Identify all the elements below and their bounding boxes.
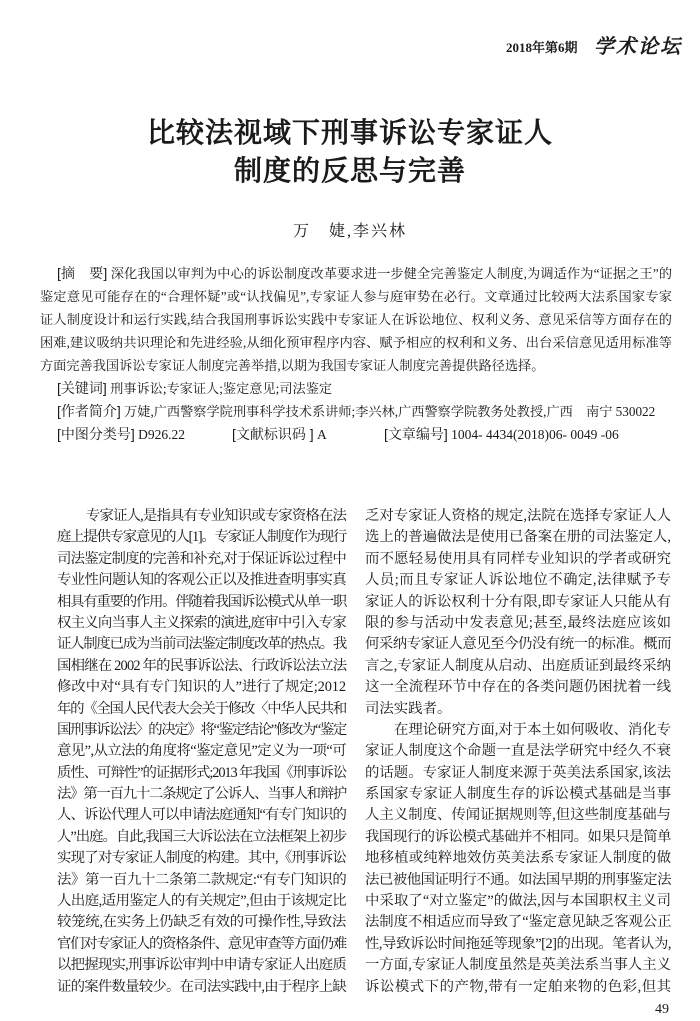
classification-row [40,423,672,446]
body-text-line: 而不愿轻易使用具有同样专业知识的学者或研究 [365,550,671,567]
abstract-label: [摘 要] [57,265,108,281]
document-code-value: A [313,427,327,442]
body-text-line: 家证人的诉讼权利十分有限,即专家证人只能从有 [365,593,671,610]
body-column-left [57,506,346,998]
journal-logo: 学术论坛 [594,34,682,58]
body-text-line: 人、诉讼代理人可以申请法庭通知“有专门知识的 [57,807,346,824]
body-text-line: 限的参与活动中发表意见;甚至,最终法庭应该如 [365,614,671,631]
body-text-line: 相具有重要的作用。伴随着我国诉讼模式从单一职 [57,593,346,610]
article-number [384,423,619,446]
body-text-line: 中采取了“对立鉴定”的做法,因与本国职权主义司 [365,893,671,910]
abstract-text: 深化我国以审判为中心的诉讼制度改革要求进一步健全完善鉴定人制度,为调适作为“证据之王”的鉴定意见可能存在的“合理怀疑”或“认找偏见”,专家证人参与庭审势在必行。文章通过比较两大法系国家专家证人制度设计和运行实践,结合我国刑事诉讼实践中专家证人在诉讼地位、权利义务、意见采信等方面存在的困难,建议吸纳共识理论和先进经验,从细化预审程序内容、赋予相应的权利和义务、出台采信意见适用标准等方面完善我国诉讼专家证人制度完善举措,以期为我国专家证人制度完善提供路径选择。 [40,266,673,373]
issue-label: 2018年第6期 [506,40,578,55]
body-text-line: 专家证人,是指具有专业知识或专家资格在法 [86,508,346,524]
paper-title-line-2: 制度的反思与完善 [233,155,466,186]
body-text-line: 人员;而且专家证人诉讼地位不确定,法律赋予专 [365,572,671,589]
body-text-line: 法已被他国证明行不通。如法国早期的刑事鉴定法 [365,871,671,888]
body-text-line: 证人制度已成为当前司法鉴定制度改革的热点。我 [57,636,346,653]
body-text-line: 法制度不相适应而导致了“鉴定意见缺乏客观公正 [365,914,672,931]
author-info-label: [作者简介] [57,403,121,419]
body-text-line: 言之,专家证人制度从启动、出庭质证到最终采纳 [365,657,671,674]
body-text-line: 庭上提供专家意见的人[1]。专家证人制度作为现行 [57,529,346,546]
article-number-value: 1004- 4434(2018)06- 0049 -06 [447,427,619,442]
authors: 万 婕,李兴林 [292,223,407,240]
body-text-line: 国刑事诉讼法〉的决定》将“鉴定结论”修改为“鉴定 [57,721,346,738]
author-info [40,400,672,423]
body-text-line: 法》第一百九十二条规定了公诉人、当事人和辩护 [57,786,346,803]
abstract [40,262,672,377]
body-text-line: 年的《全国人民代表大会关于修改〈中华人民共和 [57,700,346,717]
body-text-line: 地移植或纯粹地效仿英美法系专家证人制度的做 [365,850,671,867]
classification-number [57,423,185,446]
body-text-line: 较笼统,在实务上仍缺乏有效的可操作性,导致法 [57,914,346,931]
front-matter [40,262,672,446]
body-text-line: 乏对专家证人资格的规定,法院在选择专家证人人 [365,508,671,524]
body-text-line: 司法实践者。 [365,700,452,717]
keywords-label: [关键词] [57,380,107,396]
body-text-line: 人”出庭。自此,我国三大诉讼法在立法框架上初步 [57,828,347,845]
body-text-line: 这一全流程环节中存在的各类问题仍困扰着一线 [365,679,671,696]
body-text-line: 专业性问题认知的客观公正以及推进查明事实真 [57,572,346,589]
article-number-label: [文章编号] [384,426,448,442]
author-info-text: 万婕,广西警察学院刑事科学技术系讲师;李兴林,广西警察学院教务处教授,广西 南宁 530022 [120,404,656,419]
body-text-line: 何采纳专家证人意见至今仍没有统一的标准。概而 [365,636,671,653]
body-text-line: 的话题。专家证人制度来源于英美法系国家,该法 [365,764,671,781]
body-text-line: 家证人制度这个命题一直是法学研究中经久不衰 [365,743,671,760]
page-number: 49 [655,1002,669,1017]
document-code-label: [文献标识码 ] [232,426,314,442]
body-text-line: 系国家专家证人制度生存的诉讼模式基础是当事 [365,786,671,803]
body-text-line: 诉讼模式下的产物,带有一定舶来物的色彩,但其 [365,978,671,995]
body-text-line: 一方面,专家证人制度虽然是英美法系当事人主义 [365,957,671,974]
body-column-right [365,506,671,998]
body-text-line: 证的案件数量较少。在司法实践中,由于程序上缺 [57,978,346,995]
body-text-line: 实现了对专家证人制度的构建。其中,《刑事诉讼 [57,850,346,867]
body-text-line: 在理论研究方面,对于本土如何吸收、消化专 [394,721,672,738]
classification-value: D926.22 [134,427,186,442]
document-code [232,423,327,446]
body-text-line: 法》第一百九十二条第二款规定:“有专门知识的 [57,871,347,888]
keywords-text: 刑事诉讼;专家证人;鉴定意见;司法鉴定 [106,381,333,396]
body-text-line: 意见”,从立法的角度将“鉴定意见”定义为一项“可 [57,743,346,760]
body-text-line: 质性、可辩性”的证据形式;2013 年我国《刑事诉讼 [57,764,346,781]
body-text-line: 官们对专家证人的资格条件、意见审查等方面仍难 [57,935,346,952]
body-text-line: 以把握现实,刑事诉讼审判中申请专家证人出庭质 [57,957,346,974]
body-text-line: 修改中对“具有专门知识的人”进行了规定;2012 [57,679,346,696]
keywords [40,377,672,400]
body-text-line: 性,导致诉讼时间拖延等现象”[2]的出现。笔者认为, [365,935,671,952]
body-text-line: 权主义向当事人主义探索的演进,庭审中引入专家 [57,614,346,631]
paper-title-line-1: 比较法视域下刑事诉讼专家证人 [146,117,553,148]
body-text-line: 国相继在 2002 年的民事诉讼法、行政诉讼法立法 [57,657,347,674]
body-text-line: 司法鉴定制度的完善和补充,对于保证诉讼过程中 [57,550,346,567]
body-text-line: 选上的普遍做法是使用已备案在册的司法鉴定人, [365,529,671,546]
body-text-line: 我国现行的诉讼模式基础并不相同。如果只是简单 [365,828,671,845]
body-text-line: 人主义制度、传闻证据规则等,但这些制度基础与 [365,807,671,824]
body-text-line: 人出庭,适用鉴定人的有关规定”,但由于该规定比 [57,893,346,910]
classification-label: [中图分类号] [57,426,135,442]
